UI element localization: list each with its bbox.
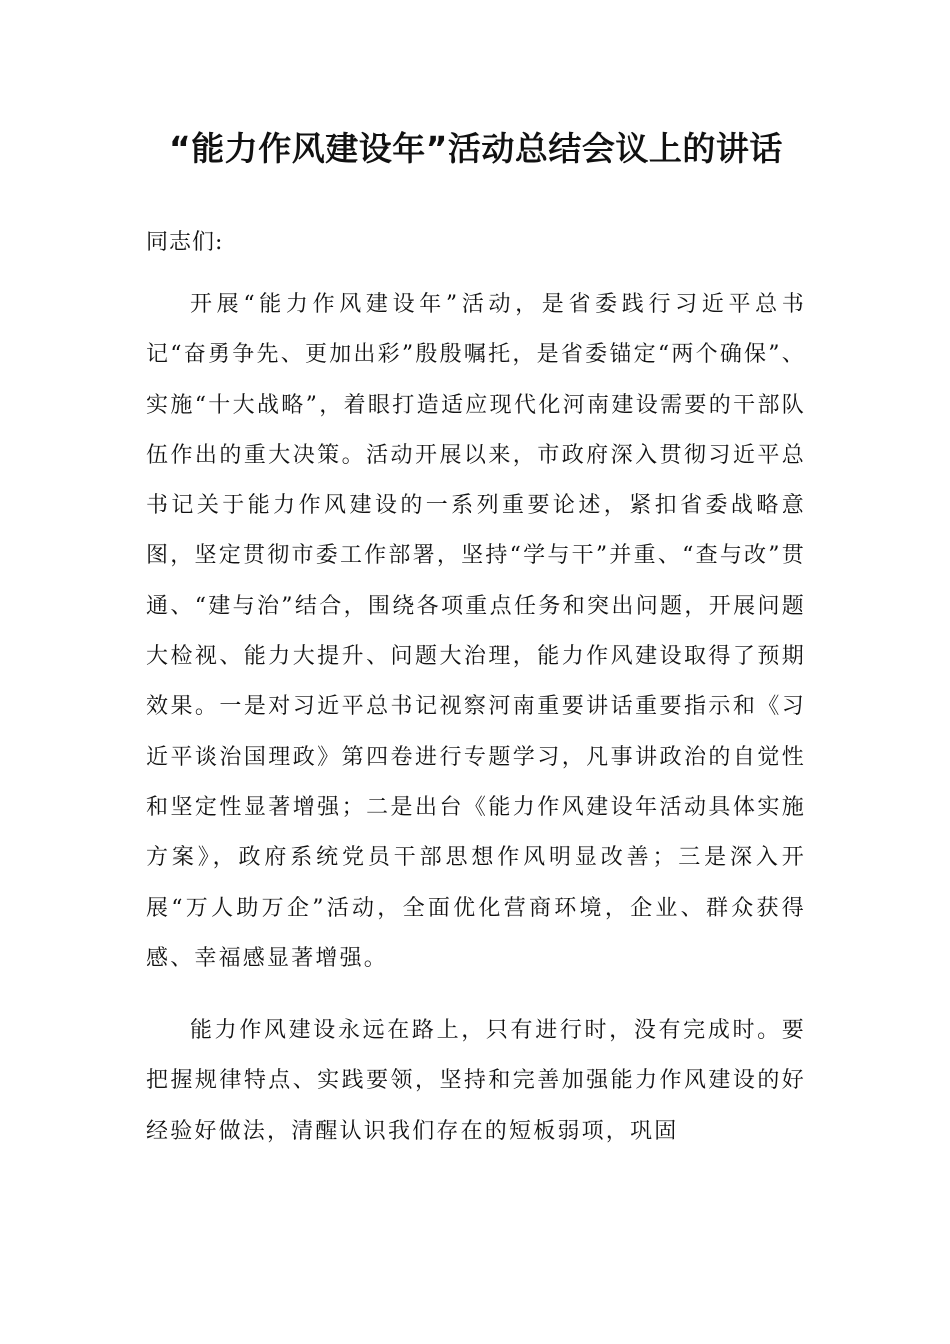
- paragraph-1: 开展“能力作风建设年”活动，是省委践行习近平总书记“奋勇争先、更加出彩”殷殷嘱托，是省委锚定“两个确保”、实施“十大战略”，着眼打造适应现代化河南建设需要的干部队伍作出的重大决策。活动开展以来，市政府深入贯彻习近平总书记关于能力作风建设的一系列重要论述，紧扣省委战略意图，坚定贯彻市委工作部署，坚持“学与干”并重、“查与改”贯通、“建与治”结合，围绕各项重点任务和突出问题，开展问题大检视、能力大提升、问题大治理，能力作风建设取得了预期效果。一是对习近平总书记视察河南重要讲话重要指示和《习近平谈治国理政》第四卷进行专题学习，凡事讲政治的自觉性和坚定性显著增强；二是出台《能力作风建设年活动具体实施方案》，政府系统党员干部思想作风明显改善；三是深入开展“万人助万企”活动，全面优化营商环境，企业、群众获得感、幸福感显著增强。: [146, 292, 806, 971]
- document-page: [146, 124, 806, 1157]
- document-title: “能力作风建设年”活动总结会议上的讲话: [169, 129, 783, 168]
- greeting: 同志们:: [146, 230, 224, 255]
- paragraph-2: 能力作风建设永远在路上，只有进行时，没有完成时。要把握规律特点、实践要领，坚持和完善加强能力作风建设的好经验好做法，清醒认识我们存在的短板弱项，巩固: [146, 1018, 806, 1144]
